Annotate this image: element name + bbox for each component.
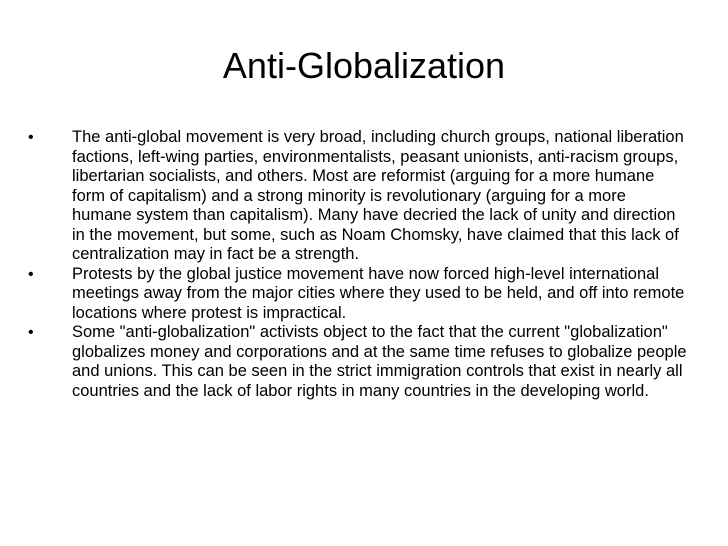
bullet-text: Some "anti-globalization" activists object to the fact that the current "globalization" globalizes money and corporations and at the same time refuses to globalize people and unions. This can be seen in the strict immigration controls that exist in nearly all countries and the lack of labor rights in many countries in the developing world.: [72, 323, 687, 400]
bullet-item-1: [28, 128, 688, 265]
bullet-item-2: [28, 265, 688, 324]
slide-title: Anti-Globalization: [222, 45, 506, 86]
bullet-dot-icon: •: [28, 265, 34, 283]
bullet-item-3: [28, 323, 688, 401]
bullet-list: [28, 128, 688, 401]
bullet-text: The anti-global movement is very broad, including church groups, national liberation factions, left-wing parties, environmentalists, peasant unionists, anti-racism groups, libertarian socialists, and others. Most are reformist (arguing for a more humane form of capitalism) and a strong minority is revolutionary (arguing for a more humane system than capitalism). Many have decried the lack of unity and direction in the movement, but some, such as Noam Chomsky, have claimed that this lack of centralization may in fact be a strength.: [72, 128, 684, 263]
bullet-dot-icon: •: [28, 324, 34, 341]
bullet-dot-icon: •: [28, 129, 34, 146]
bullet-text: Protests by the global justice movement have now forced high-level international meetings away from the major cities where they used to be held, and off into remote locations where protest is impractical.: [72, 264, 685, 322]
